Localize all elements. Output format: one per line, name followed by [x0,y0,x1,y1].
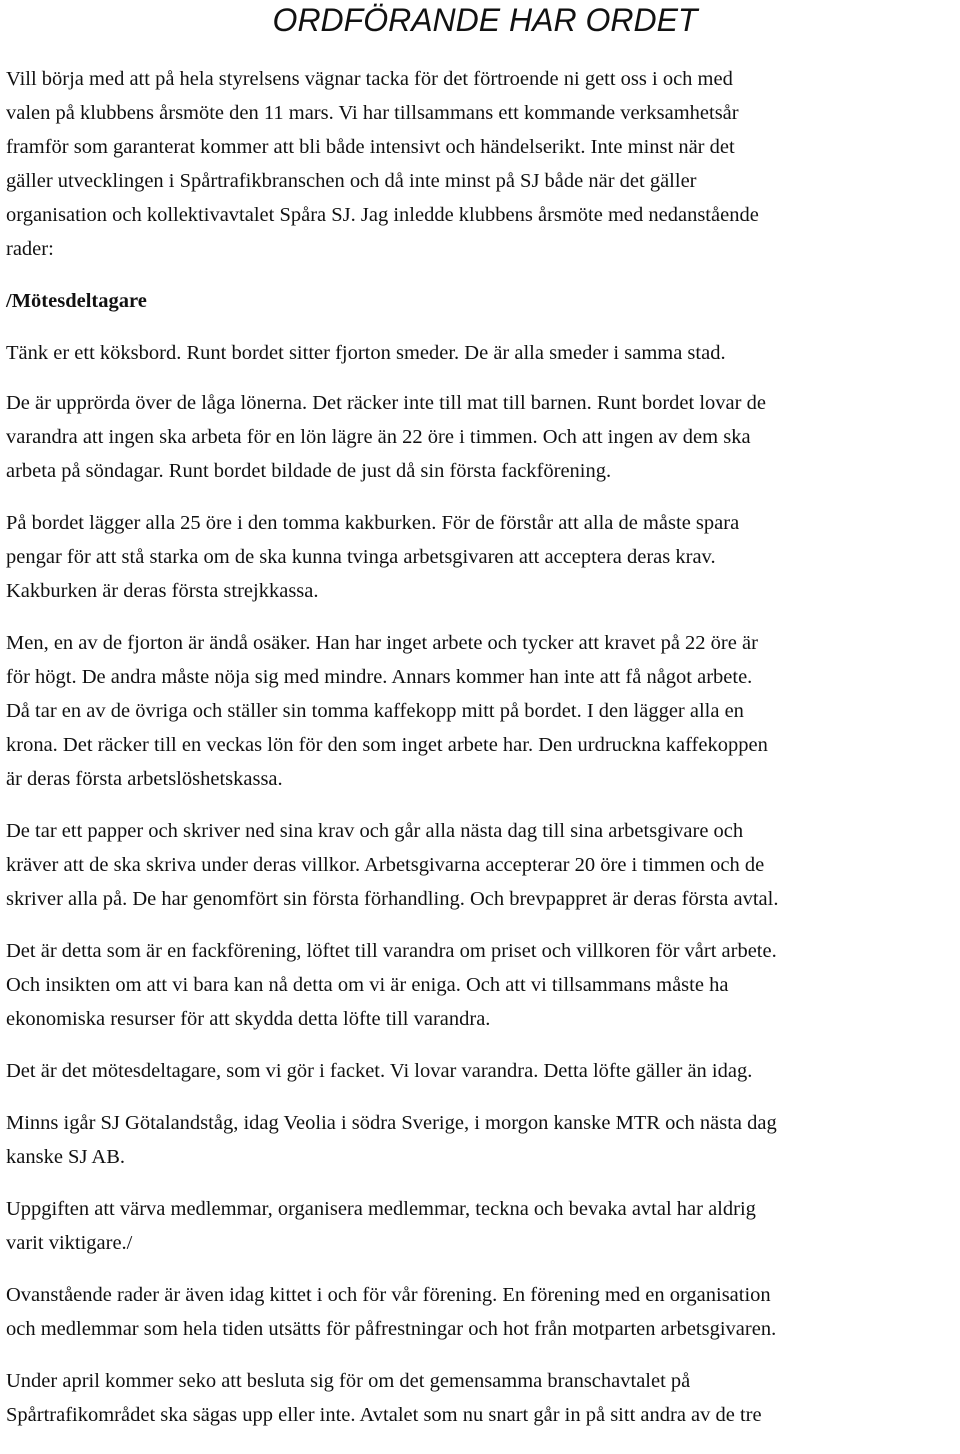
text-line: Kakburken är deras första strejkkassa. [6,580,319,602]
paragraph-union-definition [6,934,960,1036]
paragraph-gap [6,1260,960,1278]
paragraph-strike-fund [6,506,960,608]
paragraph-gap [6,1346,960,1364]
paragraph-gap [6,916,960,934]
paragraph-intro [6,62,960,266]
paragraph-gap [6,266,960,284]
text-line: ekonomiska resurser för att skydda detta löfte till varandra. [6,1008,491,1030]
paragraph-april-decision [6,1364,960,1432]
text-line: rader: [6,238,54,260]
text-line: valen på klubbens årsmöte den 11 mars. Vi har tillsammans ett kommande verksamhetsår [6,102,739,124]
text-line: kräver att de ska skriva under deras villkor. Arbetsgivarna accepterar 20 öre i timmen och de [6,854,765,876]
paragraph-association [6,1278,960,1346]
text-line: för högt. De andra måste nöja sig med mindre. Annars kommer han inte att få något arbete. [6,666,753,688]
paragraph-gap [6,318,960,336]
text-line: krona. Det räcker till en veckas lön för den som inget arbete har. Den urdruckna kaffekoppen [6,734,768,756]
paragraph-gap [6,1088,960,1106]
paragraph-kitchen-table [6,336,960,370]
paragraph-recruitment [6,1192,960,1260]
paragraph-gap [6,1036,960,1054]
text-line: Då tar en av de övriga och ställer sin tomma kaffekopp mitt på bordet. I den lägger alla en [6,700,744,722]
paragraph-first-agreement [6,814,960,916]
text-line: De är upprörda över de låga lönerna. Det räcker inte till mat till barnen. Runt bordet lovar de [6,392,766,414]
text-line: Och insikten om att vi bara kan nå detta om vi är eniga. Och att vi tillsammans måste ha [6,974,729,996]
salutation-heading: /Mötesdeltagare [6,290,147,312]
paragraph-low-wages [6,386,960,488]
text-line: Spårtrafikområdet ska sägas upp eller inte. Avtalet som nu snart går in på sitt andra av de tre [6,1404,762,1426]
paragraph-gap [6,1174,960,1192]
text-line: Under april kommer seko att besluta sig för om det gemensamma branschavtalet på [6,1370,691,1392]
text-line: Tänk er ett köksbord. Runt bordet sitter fjorton smeder. De är alla smeder i samma stad. [6,342,726,364]
text-line: är deras första arbetslöshetskassa. [6,768,283,790]
text-line: skriver alla på. De har genomfört sin första förhandling. Och brevpappret är deras första avtal. [6,888,779,910]
text-line: organisation och kollektivavtalet Spåra SJ. Jag inledde klubbens årsmöte med nedanstående [6,204,759,226]
text-line: Men, en av de fjorton är ändå osäker. Han har inget arbete och tycker att kravet på 22 öre är [6,632,758,654]
text-line: pengar för att stå starka om de ska kunna tvinga arbetsgivaren att acceptera deras krav. [6,546,716,568]
paragraph-gap [6,796,960,814]
paragraph-unemployment-fund [6,626,960,796]
text-line: Ovanstående rader är även idag kittet i och för vår förening. En förening med en organisation [6,1284,771,1306]
text-line: varit viktigare./ [6,1232,133,1254]
text-line: De tar ett papper och skriver ned sina krav och går alla nästa dag till sina arbetsgivare och [6,820,744,842]
paragraph-gap [6,608,960,626]
page-title: ORDFÖRANDE HAR ORDET [272,2,698,38]
text-line: arbeta på söndagar. Runt bordet bildade de just då sin första fackförening. [6,460,612,482]
text-line: kanske SJ AB. [6,1146,126,1168]
text-line: och medlemmar som hela tiden utsätts för påfrestningar och hot från motparten arbetsgivaren. [6,1318,777,1340]
paragraph-operators [6,1106,960,1174]
text-line: Det är det mötesdeltagare, som vi gör i facket. Vi lovar varandra. Detta löfte gäller än idag. [6,1060,753,1082]
text-line: varandra att ingen ska arbeta för en lön lägre än 22 öre i timmen. Och att ingen av dem ska [6,426,751,448]
paragraph-gap [6,370,960,386]
text-line: Det är detta som är en fackförening, löftet till varandra om priset och villkoren för vårt arbete. [6,940,777,962]
text-line: Vill börja med att på hela styrelsens vägnar tacka för det förtroende ni gett oss i och med [6,68,733,90]
text-line: Minns igår SJ Götalandståg, idag Veolia i södra Sverige, i morgon kanske MTR och nästa dag [6,1112,777,1134]
text-line: Uppgiften att värva medlemmar, organisera medlemmar, teckna och bevaka avtal har aldrig [6,1198,756,1220]
document-body [6,62,960,1432]
paragraph-gap [6,488,960,506]
paragraph-promise [6,1054,960,1088]
text-line: På bordet lägger alla 25 öre i den tomma kakburken. För de förstår att alla de måste spara [6,512,740,534]
text-line: gäller utvecklingen i Spårtrafikbranschen och då inte minst på SJ både när det gäller [6,170,697,192]
text-line: framför som garanterat kommer att bli både intensivt och händelserikt. Inte minst när det [6,136,735,158]
